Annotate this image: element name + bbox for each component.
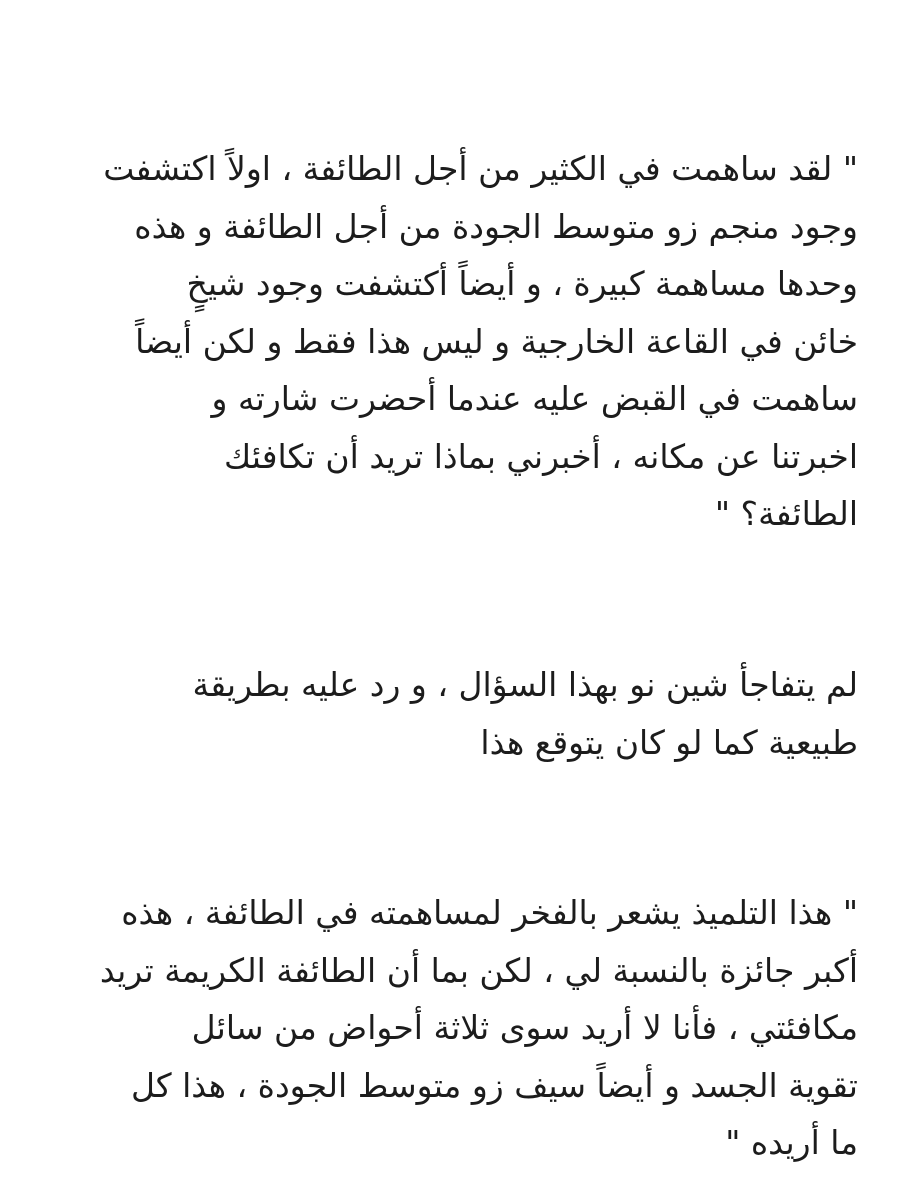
paragraph-line: وجود منجم زو متوسط الجودة من أجل الطائفة و هذه [134,206,858,246]
paragraph-1 [42,140,858,543]
paragraph-line: أكبر جائزة بالنسبة لي ، لكن بما أن الطائفة الكريمة تريد [99,950,858,990]
paragraph-line: تقوية الجسد و أيضاً سيف زو متوسط الجودة ، هذا كل [130,1065,858,1105]
paragraph-line: لم يتفاجأ شين نو بهذا السؤال ، و رد عليه بطريقة [192,665,858,704]
paragraph-line: وحدها مساهمة كبيرة ، و أيضاً أكتشفت وجود شيخٍ [186,264,858,303]
paragraph-line: مكافئتي ، فأنا لا أريد سوى ثلاثة أحواض من سائل [191,1008,858,1047]
paragraph-line: " هذا التلميذ يشعر بالفخر لمساهمته في الطائفة ، هذه [121,893,858,932]
paragraph-line: ما أريده " [725,1123,858,1162]
paragraph-line: اخبرتنا عن مكانه ، أخبرني بماذا تريد أن تكافئك [223,436,858,476]
paragraph-line: خائن في القاعة الخارجية و ليس هذا فقط و لكن أيضاً [135,321,858,361]
paragraph-2 [42,656,858,771]
paragraph-line: " لقد ساهمت في الكثير من أجل الطائفة ، اولاً اكتشفت [103,149,858,188]
paragraph-line: طبيعية كما لو كان يتوقع هذا [480,722,858,762]
paragraph-line: ساهمت في القبض عليه عندما أحضرت شارته و [211,379,858,418]
paragraph-line: الطائفة؟ " [714,494,858,533]
paragraph-3 [42,884,858,1172]
